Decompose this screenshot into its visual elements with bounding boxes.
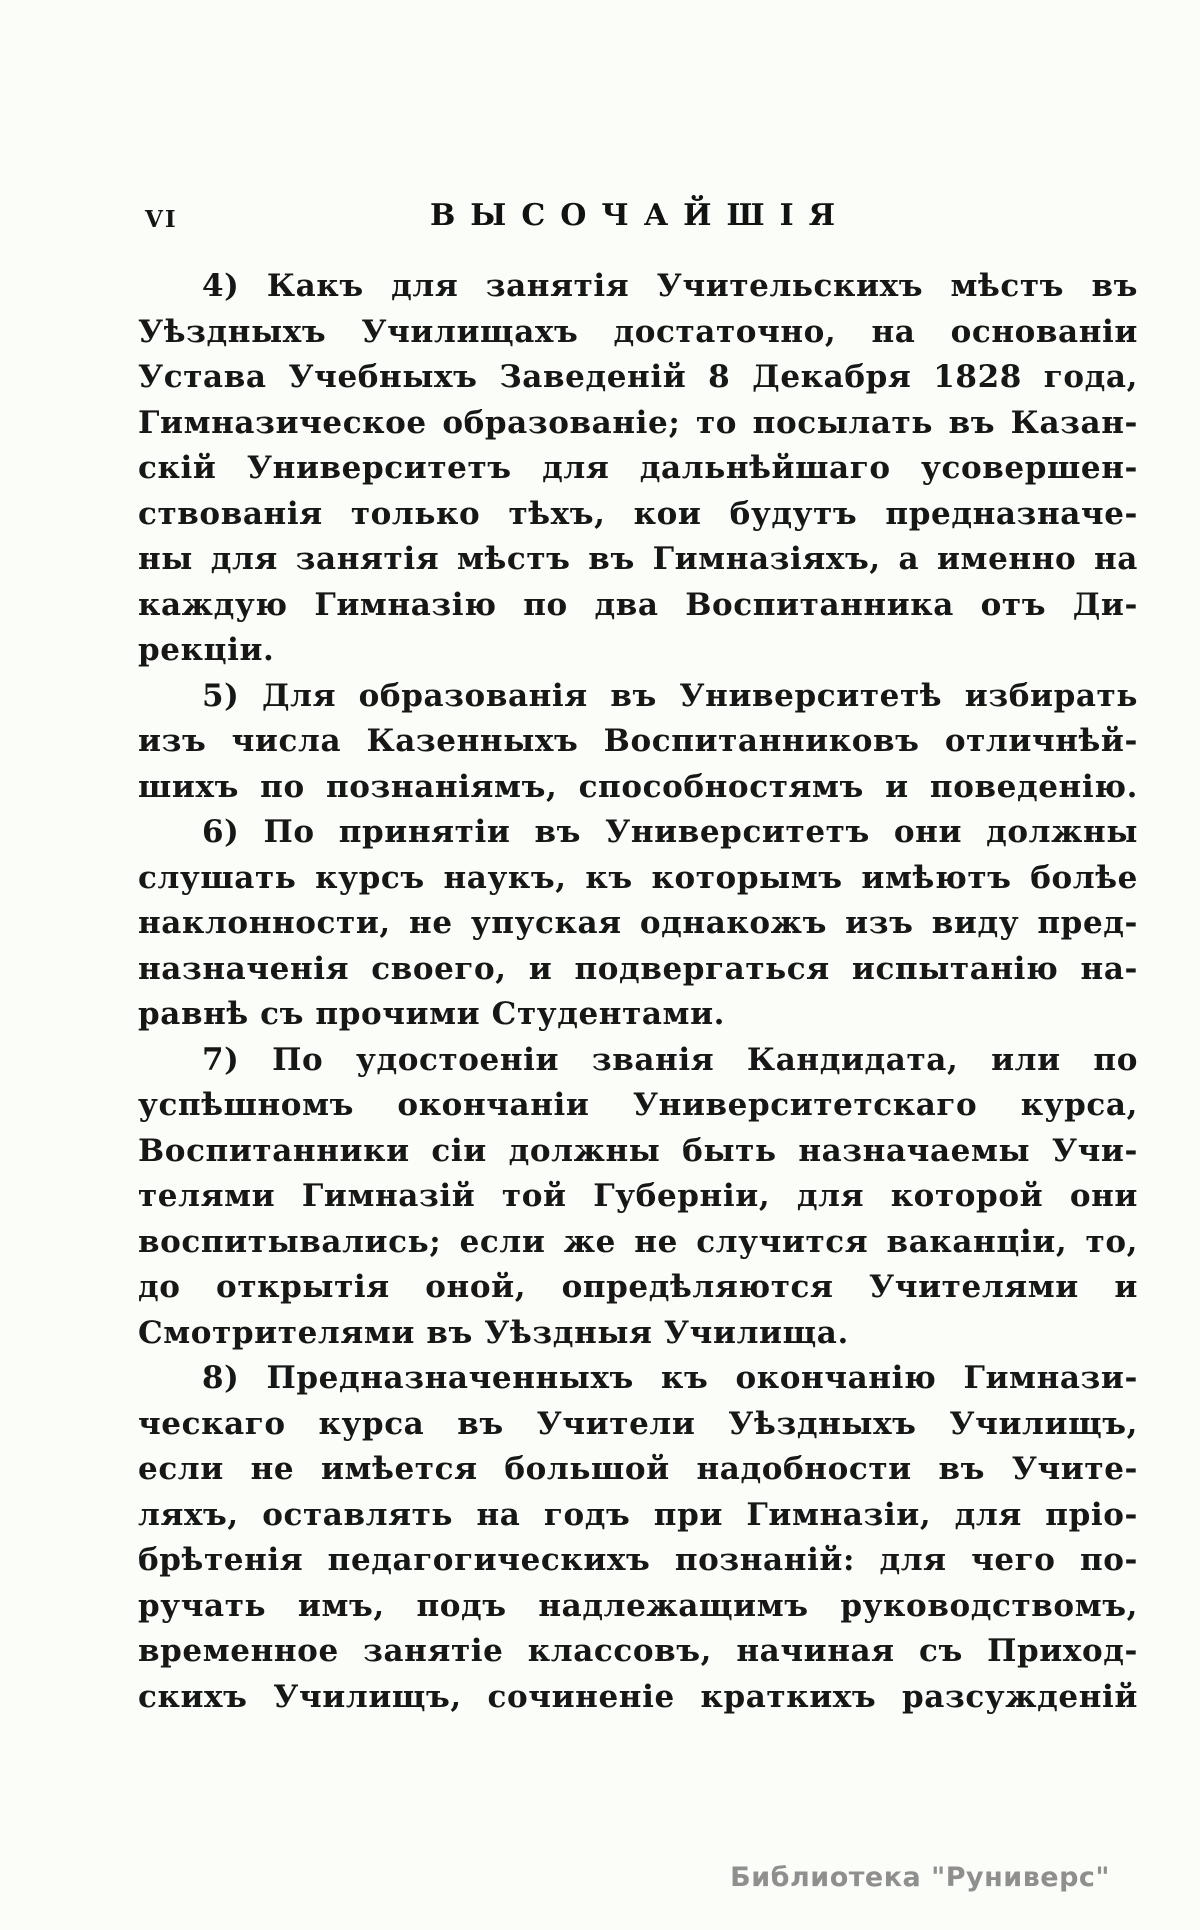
page-title: ВЫСОЧАЙШІЯ — [429, 198, 851, 233]
text-line: ствованія только тѣхъ, кои будутъ предназначе- — [138, 495, 1138, 532]
text-line: скихъ Училищъ, сочиненіе краткихъ разсужденій — [138, 1678, 1138, 1715]
text-line: 6) По принятіи въ Университетъ они должны — [202, 814, 1138, 850]
text-line: если не имѣется большой надобности въ Учите- — [138, 1451, 1138, 1487]
text-line: Уѣздныхъ Училищахъ достаточно, на основаніи — [138, 313, 1138, 350]
text-line: Воспитанники сіи должны быть назначаемы Учи- — [138, 1132, 1138, 1169]
text-line: Гимназическое образованіе; то посылать въ Казан- — [138, 404, 1138, 441]
text-line: 7) По удостоеніи званія Кандидата, или по — [202, 1041, 1138, 1078]
text-line: 4) Какъ для занятія Учительскихъ мѣстъ въ — [202, 268, 1138, 304]
text-line: ны для занятія мѣстъ въ Гимназіяхъ, а именно на — [138, 541, 1138, 577]
text-line: шихъ по познаніямъ, способностямъ и поведенію. — [138, 768, 1138, 805]
library-watermark: Библиотека "Руниверс" — [730, 1862, 1110, 1893]
text-line: назначенія своего, и подвергаться испытанію на- — [138, 950, 1138, 987]
text-line: наклонности, не упуская однакожъ изъ виду пред- — [138, 905, 1138, 941]
text-line: ручать имъ, подъ надлежащимъ руководствомъ, — [138, 1587, 1138, 1624]
running-head — [140, 198, 1140, 242]
text-line: телями Гимназій той Губерніи, для которой они — [138, 1178, 1138, 1214]
text-line: успѣшномъ окончаніи Университетскаго курса, — [138, 1087, 1138, 1123]
text-line: временное занятіе классовъ, начиная съ Приход- — [138, 1633, 1138, 1669]
text-line: Смотрителями въ Уѣздныя Училища. — [138, 1314, 849, 1351]
text-line: рекціи. — [138, 632, 275, 668]
text-line: 5) Для образованія въ Университетѣ избирать — [202, 677, 1138, 714]
text-line: 8) Предназначенныхъ къ окончанію Гимнази- — [202, 1360, 1138, 1396]
text-line: ческаго курса въ Учители Уѣздныхъ Училищъ, — [138, 1405, 1138, 1442]
text-line: Устава Учебныхъ Заведеній 8 Декабря 1828 года, — [138, 359, 1138, 395]
body-text — [138, 264, 1138, 1720]
text-line: брѣтенія педагогическихъ познаній: для чего по- — [138, 1542, 1138, 1578]
page-number: VI — [145, 206, 178, 233]
text-line: изъ числа Казенныхъ Воспитанниковъ отличнѣй- — [138, 723, 1138, 759]
text-line: равнѣ съ прочими Студентами. — [138, 996, 726, 1032]
text-line: каждую Гимназію по два Воспитанника отъ Ди- — [138, 586, 1138, 623]
text-line: слушать курсъ наукъ, къ которымъ имѣютъ болѣе — [138, 859, 1138, 896]
text-line: до открытія оной, опредѣляются Учителями и — [138, 1269, 1138, 1305]
text-line: воспитывались; если же не случится ваканціи, то, — [138, 1223, 1138, 1260]
text-line: скій Университетъ для дальнѣйшаго усовершен- — [138, 450, 1138, 486]
text-line: ляхъ, оставлять на годъ при Гимназіи, для пріо- — [138, 1496, 1138, 1533]
